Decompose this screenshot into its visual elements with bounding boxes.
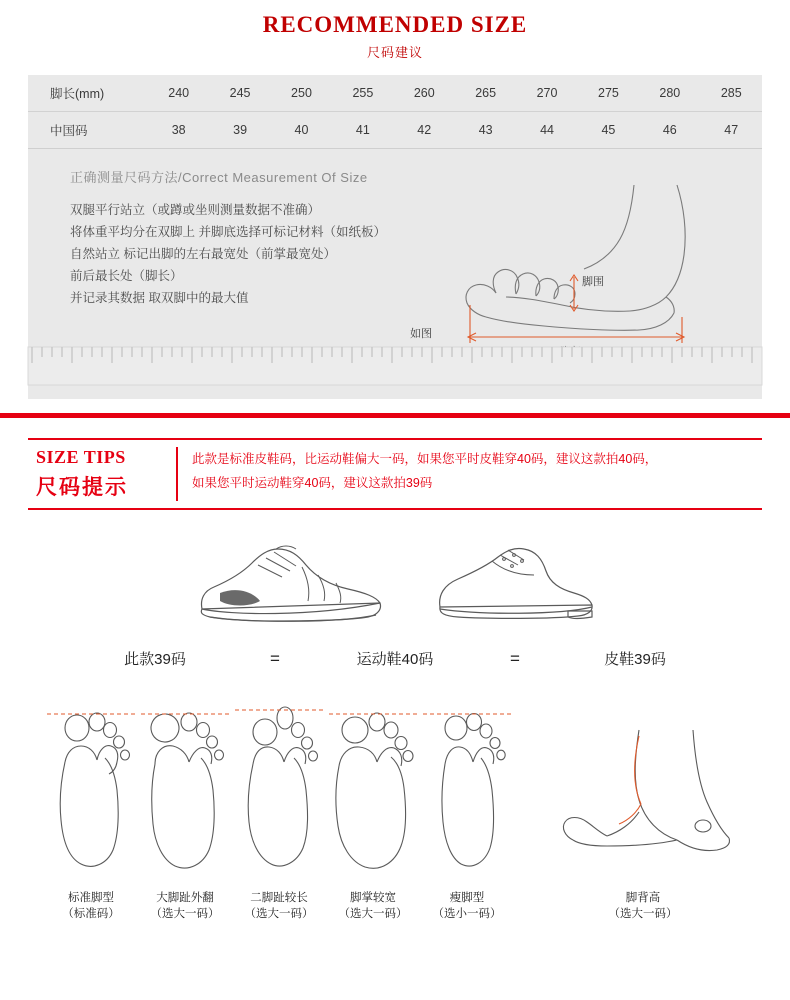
table-cell: 45 — [601, 123, 616, 137]
table-cell: 250 — [271, 75, 332, 112]
foot-type-name: 标准脚型 — [68, 892, 114, 904]
table-cell: 42 — [417, 123, 432, 137]
size-tips-box — [28, 438, 762, 510]
foot-type-high-arch — [543, 700, 743, 921]
recommended-size-section — [0, 0, 790, 399]
shoe-comparison — [0, 526, 790, 696]
foot-type-bunion — [141, 700, 229, 921]
foot-diagram — [410, 177, 734, 372]
table-cell: 270 — [516, 75, 577, 112]
diagram-caption: 如图 — [410, 328, 432, 340]
size-table — [28, 75, 762, 148]
size-tips-section — [0, 438, 790, 950]
compare-label-this: 此款39码 — [124, 651, 186, 668]
leather-shoe-illustration — [430, 531, 600, 636]
foot-type-name: 大脚趾外翻 — [156, 892, 214, 904]
table-cell: 41 — [355, 123, 370, 137]
size-tips-heading — [28, 447, 178, 501]
compare-label-leather: 皮鞋39码 — [604, 651, 666, 668]
foot-type-name: 脚掌较宽 — [350, 892, 396, 904]
table-cell: 240 — [148, 75, 209, 112]
row-label: 中国码 — [50, 124, 88, 138]
size-tips-title-en: SIZE TIPS — [36, 447, 126, 467]
table-cell: 265 — [455, 75, 516, 112]
sneaker-illustration — [190, 531, 390, 636]
size-tips-body — [178, 447, 657, 501]
compare-label-sneaker: 运动鞋40码 — [356, 651, 434, 668]
table-cell: 285 — [701, 75, 762, 112]
foot-type-standard — [47, 700, 135, 921]
size-tips-title-cn: 尺码提示 — [36, 476, 128, 499]
foot-types-section — [0, 700, 790, 950]
foot-type-advice: （选大一码） — [608, 908, 678, 920]
size-tips-line: 此款是标准皮鞋码，比运动鞋偏大一码，如果您平时皮鞋穿40码，建议这款拍40码， — [192, 452, 658, 466]
foot-type-narrow — [423, 700, 511, 921]
table-cell: 46 — [662, 123, 677, 137]
foot-type-long-second-toe — [235, 700, 323, 921]
table-cell: 43 — [478, 123, 493, 137]
table-row — [28, 75, 762, 112]
measure-heading: 正确测量尺码方法/Correct Measurement Of Size — [70, 170, 368, 185]
measure-step: 并记录其数据 取双脚中的最大值 — [70, 291, 249, 305]
measure-step: 双腿平行站立（或蹲或坐则测量数据不准确） — [70, 203, 321, 217]
foot-width-label: 脚围 — [582, 276, 604, 288]
measure-step: 前后最长处（脚长） — [70, 269, 183, 283]
size-table-wrapper — [28, 75, 762, 149]
equals-sign: = — [270, 648, 280, 668]
section-divider — [0, 413, 790, 418]
table-cell: 47 — [724, 123, 739, 137]
size-panel — [28, 75, 762, 399]
foot-type-name: 脚背高 — [625, 892, 661, 904]
foot-type-advice: （标准码） — [62, 908, 120, 920]
table-cell: 245 — [209, 75, 270, 112]
foot-type-advice: （选大一码） — [150, 908, 220, 920]
measure-step: 将体重平均分在双脚上 并脚底选择可标记材料（如纸板） — [70, 225, 386, 239]
measure-steps — [70, 199, 386, 309]
measurement-instructions — [28, 149, 762, 399]
foot-type-name: 二脚趾较长 — [250, 892, 308, 904]
foot-type-wide — [329, 700, 417, 921]
table-cell: 275 — [578, 75, 639, 112]
foot-type-name: 瘦脚型 — [449, 892, 485, 904]
foot-type-advice: （选小一码） — [432, 908, 502, 920]
page-title-en: RECOMMENDED SIZE — [262, 12, 528, 37]
table-cell: 40 — [294, 123, 309, 137]
table-cell: 260 — [394, 75, 455, 112]
shoe-comparison-labels — [0, 648, 790, 669]
page-title-cn: 尺码建议 — [366, 45, 423, 60]
table-cell: 280 — [639, 75, 700, 112]
ruler-graphic — [28, 347, 762, 385]
equals-sign: = — [510, 648, 520, 668]
measure-step: 自然站立 标记出脚的左右最宽处（前掌最宽处） — [70, 247, 336, 261]
table-cell: 39 — [233, 123, 248, 137]
table-cell: 38 — [171, 123, 186, 137]
size-tips-line: 如果您平时运动鞋穿40码，建议这款拍39码 — [192, 476, 433, 490]
table-row — [28, 112, 762, 149]
foot-type-advice: （选大一码） — [244, 908, 314, 920]
foot-type-advice: （选大一码） — [338, 908, 408, 920]
row-label: 脚长(mm) — [28, 75, 148, 112]
table-cell: 44 — [540, 123, 554, 137]
table-cell: 255 — [332, 75, 393, 112]
